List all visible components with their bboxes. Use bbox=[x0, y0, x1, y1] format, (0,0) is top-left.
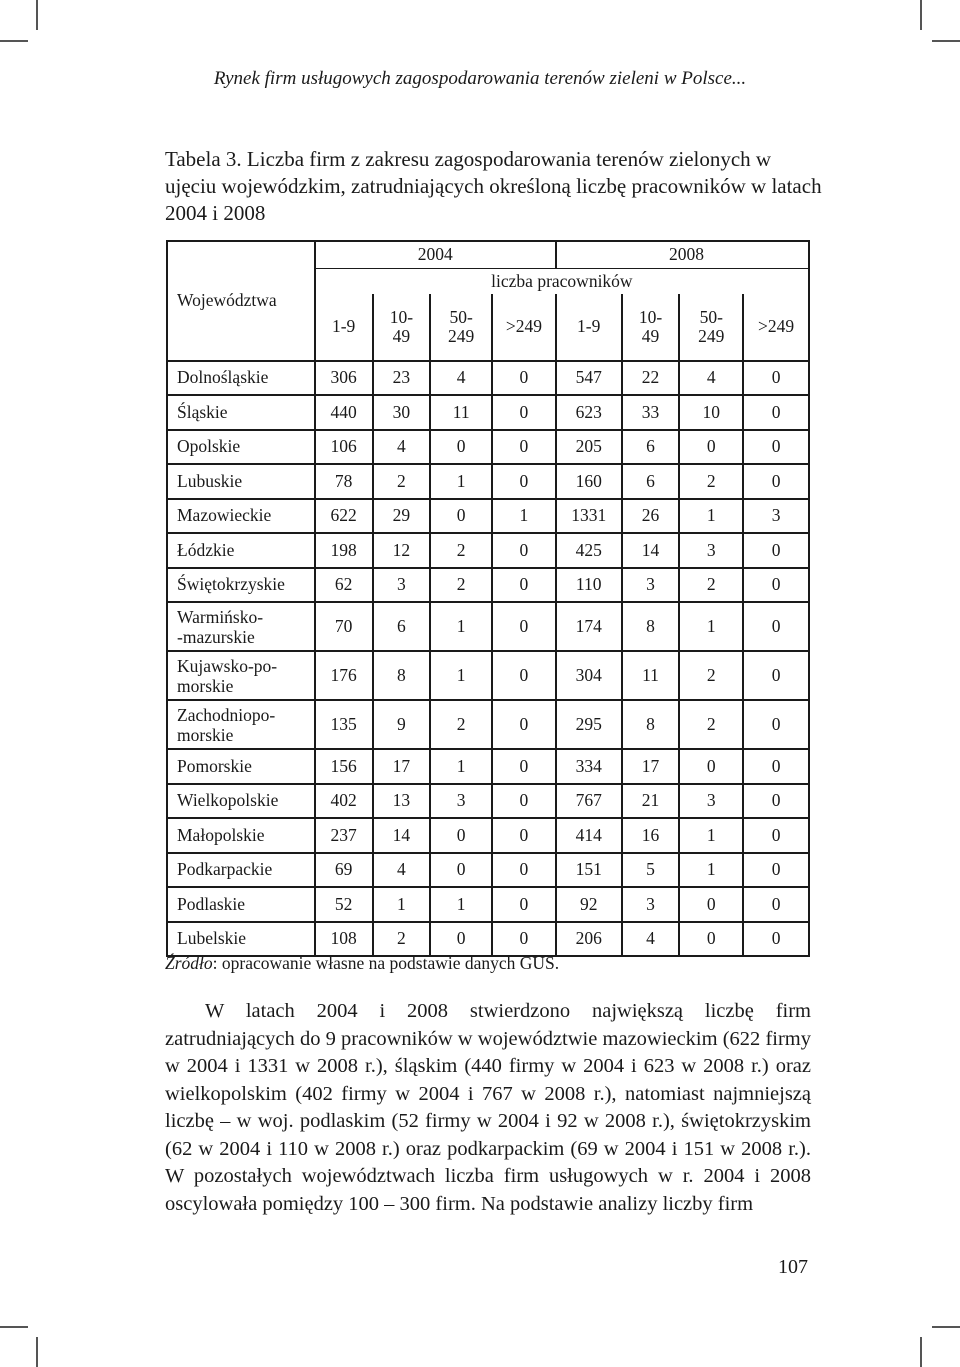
size-header-6: 50- 249 bbox=[679, 294, 743, 361]
table-cell: 1 bbox=[492, 499, 556, 534]
paragraph: W latach 2004 i 2008 stwierdzono największą liczbę firm zatrudniających do 9 pracowników w województwie mazowieckim (622 firmy w 2004 i 1331 w 2008 r.), śląskim (440 firmy w 2004 i 623 w 2008 r.) oraz wielkopolskim (402 firmy w 2004 i 767 w 2008 r.), natomiast najmniejszą liczbę – w woj. podlaskim (52 firmy w 2004 i 92 w 2008 r.), świętokrzyskim (62 w 2004 i 110 w 2008 r.) oraz podkarpackim (69 w 2004 i 151 w 2008 r.). W pozostałych województwach liczba firm usługowych w r. 2004 i 2008 oscylowała pomiędzy 100 – 300 firm. Na podstawie analizy liczby firm bbox=[165, 1000, 811, 1215]
table-cell: 0 bbox=[492, 651, 556, 700]
table-cell: 9 bbox=[373, 700, 431, 749]
year-2008-header bbox=[556, 241, 809, 268]
table-cell: 0 bbox=[743, 887, 809, 922]
table-cell: 2 bbox=[430, 700, 492, 749]
year-2008-label: 2008 bbox=[669, 244, 704, 265]
table-cell: 0 bbox=[743, 749, 809, 784]
table-cell: 11 bbox=[622, 651, 680, 700]
table-cell: 623 bbox=[556, 395, 622, 430]
region-name: Kujawsko-po- morskie bbox=[167, 651, 315, 700]
table-cell: 0 bbox=[743, 818, 809, 853]
table-caption: Tabela 3. Liczba firm z zakresu zagospodarowania terenów zielonych w ujęciu wojewódzkim, zatrudniających określoną liczbę pracowników w latach 2004 i 2008 bbox=[165, 147, 822, 225]
table-cell: 0 bbox=[743, 533, 809, 568]
table-cell: 0 bbox=[492, 700, 556, 749]
size-header-2: 50- 249 bbox=[430, 294, 492, 361]
table-cell: 547 bbox=[556, 361, 622, 396]
table-cell: 0 bbox=[492, 533, 556, 568]
table-cell: 622 bbox=[315, 499, 373, 534]
table-cell: 0 bbox=[743, 853, 809, 888]
table-cell: 17 bbox=[622, 749, 680, 784]
table-cell: 0 bbox=[743, 464, 809, 499]
table-cell: 17 bbox=[373, 749, 431, 784]
table-cell: 29 bbox=[373, 499, 431, 534]
table-cell: 0 bbox=[743, 395, 809, 430]
table-cell: 2 bbox=[430, 533, 492, 568]
table-cell: 1331 bbox=[556, 499, 622, 534]
table-cell: 1 bbox=[430, 602, 492, 651]
table-cell: 14 bbox=[622, 533, 680, 568]
year-2004-header: 2004 bbox=[315, 241, 556, 268]
table-cell: 10 bbox=[679, 395, 743, 430]
table-cell: 3 bbox=[430, 784, 492, 819]
source-label: Źródło bbox=[165, 953, 213, 973]
table-cell: 62 bbox=[315, 568, 373, 603]
table-cell: 0 bbox=[743, 700, 809, 749]
region-name: Mazowieckie bbox=[167, 499, 315, 534]
table-cell: 12 bbox=[373, 533, 431, 568]
table-cell: 0 bbox=[492, 887, 556, 922]
running-header: Rynek firm usługowych zagospodarowania terenów zieleni w Polsce... bbox=[213, 68, 747, 89]
table-cell: 5 bbox=[622, 853, 680, 888]
table-cell: 2 bbox=[373, 922, 431, 957]
row-header-label: Województwa bbox=[167, 241, 315, 361]
table-cell: 3 bbox=[743, 499, 809, 534]
table-cell: 23 bbox=[373, 361, 431, 396]
table-row bbox=[167, 784, 809, 819]
region-name: Lubelskie bbox=[167, 922, 315, 957]
table-row bbox=[167, 700, 809, 749]
table-cell: 306 bbox=[315, 361, 373, 396]
crop-mark-top-right-h bbox=[932, 40, 960, 42]
table-cell: 0 bbox=[492, 430, 556, 465]
table-cell: 14 bbox=[373, 818, 431, 853]
table-cell: 334 bbox=[556, 749, 622, 784]
table-cell: 52 bbox=[315, 887, 373, 922]
table-row bbox=[167, 430, 809, 465]
table-row bbox=[167, 818, 809, 853]
table-cell: 767 bbox=[556, 784, 622, 819]
crop-mark-bottom-right-v bbox=[920, 1337, 922, 1367]
table-cell: 1 bbox=[430, 651, 492, 700]
crop-mark-bottom-left-h bbox=[0, 1326, 28, 1328]
table-cell: 6 bbox=[622, 430, 680, 465]
table-cell: 1 bbox=[373, 887, 431, 922]
table-cell: 1 bbox=[430, 887, 492, 922]
table-cell: 0 bbox=[492, 749, 556, 784]
table-cell: 0 bbox=[743, 602, 809, 651]
table-row bbox=[167, 533, 809, 568]
crop-mark-top-left-h bbox=[0, 40, 28, 42]
size-header-1: 10- 49 bbox=[373, 294, 431, 361]
table-row bbox=[167, 499, 809, 534]
table-cell: 110 bbox=[556, 568, 622, 603]
table-row bbox=[167, 651, 809, 700]
body-text bbox=[165, 998, 811, 1218]
table-cell: 206 bbox=[556, 922, 622, 957]
employees-label: liczba pracowników bbox=[315, 268, 809, 294]
table-cell: 3 bbox=[679, 784, 743, 819]
table-cell: 92 bbox=[556, 887, 622, 922]
table-cell: 22 bbox=[622, 361, 680, 396]
table-cell: 205 bbox=[556, 430, 622, 465]
table-cell: 0 bbox=[492, 464, 556, 499]
size-header-7: >249 bbox=[743, 294, 809, 361]
table-cell: 0 bbox=[679, 922, 743, 957]
table-body bbox=[167, 361, 809, 957]
table-cell: 4 bbox=[679, 361, 743, 396]
table-cell: 21 bbox=[622, 784, 680, 819]
size-header-3: >249 bbox=[492, 294, 556, 361]
table-cell: 0 bbox=[492, 853, 556, 888]
table-cell: 8 bbox=[373, 651, 431, 700]
table-cell: 0 bbox=[430, 853, 492, 888]
table-cell: 1 bbox=[679, 499, 743, 534]
table-cell: 0 bbox=[743, 430, 809, 465]
table-cell: 1 bbox=[430, 749, 492, 784]
table-cell: 295 bbox=[556, 700, 622, 749]
table-cell: 106 bbox=[315, 430, 373, 465]
table-cell: 0 bbox=[430, 922, 492, 957]
source-text: : opracowanie własne na podstawie danych GUS. bbox=[212, 953, 560, 973]
page-number: 107 bbox=[778, 1256, 808, 1278]
table-row bbox=[167, 749, 809, 784]
table-cell: 2 bbox=[679, 568, 743, 603]
table-cell: 0 bbox=[430, 499, 492, 534]
table-cell: 4 bbox=[373, 853, 431, 888]
table-cell: 304 bbox=[556, 651, 622, 700]
table-cell: 8 bbox=[622, 700, 680, 749]
table-row bbox=[167, 568, 809, 603]
region-name: Pomorskie bbox=[167, 749, 315, 784]
table-cell: 108 bbox=[315, 922, 373, 957]
table-row bbox=[167, 602, 809, 651]
table-cell: 176 bbox=[315, 651, 373, 700]
table-cell: 33 bbox=[622, 395, 680, 430]
source-note bbox=[165, 953, 559, 974]
table-cell: 160 bbox=[556, 464, 622, 499]
data-table bbox=[166, 240, 810, 957]
table-cell: 0 bbox=[743, 922, 809, 957]
table-cell: 2 bbox=[679, 651, 743, 700]
size-header-4: 1-9 bbox=[556, 294, 622, 361]
size-header-5: 10- 49 bbox=[622, 294, 680, 361]
table-cell: 402 bbox=[315, 784, 373, 819]
table-cell: 2 bbox=[373, 464, 431, 499]
table-cell: 0 bbox=[492, 395, 556, 430]
table-cell: 425 bbox=[556, 533, 622, 568]
table-cell: 0 bbox=[743, 361, 809, 396]
table-cell: 198 bbox=[315, 533, 373, 568]
table-cell: 6 bbox=[622, 464, 680, 499]
table-row bbox=[167, 853, 809, 888]
table-cell: 11 bbox=[430, 395, 492, 430]
table-cell: 135 bbox=[315, 700, 373, 749]
table-cell: 0 bbox=[492, 568, 556, 603]
table-cell: 78 bbox=[315, 464, 373, 499]
table-cell: 0 bbox=[430, 430, 492, 465]
table-cell: 4 bbox=[430, 361, 492, 396]
table-cell: 156 bbox=[315, 749, 373, 784]
table-row bbox=[167, 464, 809, 499]
table-cell: 0 bbox=[679, 887, 743, 922]
crop-mark-top-right-v bbox=[920, 0, 922, 30]
table-cell: 0 bbox=[743, 784, 809, 819]
region-name: Podkarpackie bbox=[167, 853, 315, 888]
table-cell: 414 bbox=[556, 818, 622, 853]
table-cell: 0 bbox=[492, 922, 556, 957]
region-name: Łódzkie bbox=[167, 533, 315, 568]
table-cell: 0 bbox=[679, 430, 743, 465]
table-cell: 0 bbox=[492, 602, 556, 651]
table-cell: 3 bbox=[679, 533, 743, 568]
table-cell: 237 bbox=[315, 818, 373, 853]
size-header-0: 1-9 bbox=[315, 294, 373, 361]
region-name: Świętokrzyskie bbox=[167, 568, 315, 603]
table-cell: 1 bbox=[679, 853, 743, 888]
table-cell: 0 bbox=[743, 568, 809, 603]
region-name: Śląskie bbox=[167, 395, 315, 430]
table-cell: 26 bbox=[622, 499, 680, 534]
table-cell: 0 bbox=[679, 749, 743, 784]
table-cell: 16 bbox=[622, 818, 680, 853]
table-cell: 174 bbox=[556, 602, 622, 651]
table-cell: 0 bbox=[430, 818, 492, 853]
table-cell: 0 bbox=[492, 818, 556, 853]
crop-mark-bottom-right-h bbox=[932, 1326, 960, 1328]
table-cell: 4 bbox=[373, 430, 431, 465]
table-cell: 3 bbox=[373, 568, 431, 603]
table-cell: 4 bbox=[622, 922, 680, 957]
table-row bbox=[167, 395, 809, 430]
table-cell: 3 bbox=[622, 887, 680, 922]
region-name: Warmińsko- -mazurskie bbox=[167, 602, 315, 651]
table-cell: 6 bbox=[373, 602, 431, 651]
table-cell: 2 bbox=[430, 568, 492, 603]
table-cell: 69 bbox=[315, 853, 373, 888]
table-cell: 1 bbox=[430, 464, 492, 499]
region-name: Wielkopolskie bbox=[167, 784, 315, 819]
table-cell: 0 bbox=[492, 784, 556, 819]
table-cell: 1 bbox=[679, 818, 743, 853]
region-name: Dolnośląskie bbox=[167, 361, 315, 396]
table-cell: 1 bbox=[679, 602, 743, 651]
table-row bbox=[167, 922, 809, 957]
table-cell: 30 bbox=[373, 395, 431, 430]
table-cell: 2 bbox=[679, 464, 743, 499]
table-cell: 8 bbox=[622, 602, 680, 651]
region-name: Zachodniopo- morskie bbox=[167, 700, 315, 749]
table-row bbox=[167, 887, 809, 922]
region-name: Lubuskie bbox=[167, 464, 315, 499]
region-name: Małopolskie bbox=[167, 818, 315, 853]
region-name: Opolskie bbox=[167, 430, 315, 465]
table-cell: 0 bbox=[743, 651, 809, 700]
table-cell: 2 bbox=[679, 700, 743, 749]
crop-mark-bottom-left-v bbox=[36, 1337, 38, 1367]
table-cell: 70 bbox=[315, 602, 373, 651]
table-cell: 440 bbox=[315, 395, 373, 430]
table-cell: 0 bbox=[492, 361, 556, 396]
table-cell: 3 bbox=[622, 568, 680, 603]
table-cell: 13 bbox=[373, 784, 431, 819]
crop-mark-top-left-v bbox=[36, 0, 38, 30]
table-cell: 151 bbox=[556, 853, 622, 888]
region-name: Podlaskie bbox=[167, 887, 315, 922]
table-row bbox=[167, 361, 809, 396]
